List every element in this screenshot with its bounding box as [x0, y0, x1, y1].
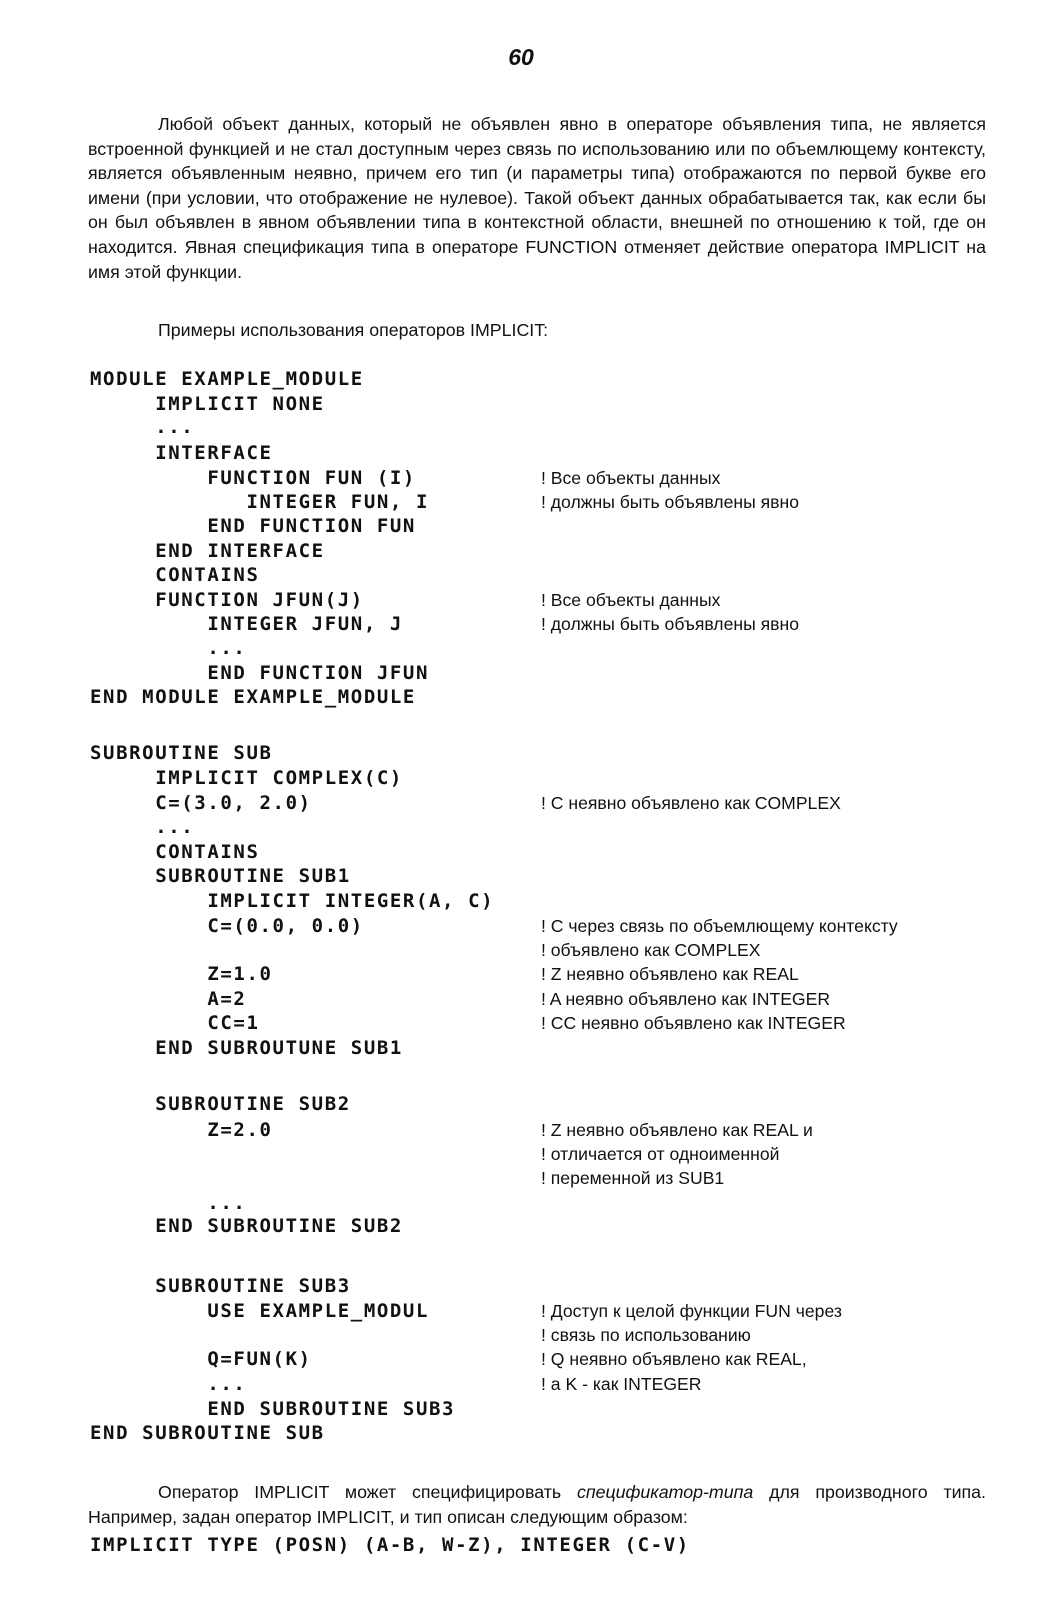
code-text: INTERFACE — [90, 442, 273, 464]
code-line — [90, 1035, 1010, 1061]
code-text: SUBROUTINE SUB3 — [90, 1275, 351, 1297]
code-line — [90, 513, 1010, 539]
code-line — [90, 1322, 1010, 1348]
code-comment: ! Z неявно объявлено как REAL — [541, 964, 799, 984]
code-line — [90, 1420, 1010, 1446]
code-text: Q=FUN(K) — [90, 1348, 312, 1370]
code-line — [90, 489, 1010, 515]
code-text: END FUNCTION FUN — [90, 515, 416, 537]
code-line — [90, 1091, 1010, 1117]
code-comment: ! Доступ к целой функции FUN через — [541, 1301, 842, 1321]
code-comment: ! переменной из SUB1 — [541, 1168, 725, 1188]
closing-text-after: для производного типа. Например, задан оператор IMPLICIT, и тип описан следующим образом: — [88, 1482, 986, 1527]
code-line — [90, 1213, 1010, 1239]
code-line — [90, 937, 1010, 963]
code-line — [90, 562, 1010, 588]
code-text: END SUBROUTINE SUB — [90, 1422, 325, 1444]
code-text: ... — [90, 1192, 247, 1214]
code-line — [90, 684, 1010, 710]
code-text: SUBROUTINE SUB — [90, 742, 273, 764]
code-text: FUNCTION JFUN(J) — [90, 589, 364, 611]
code-text: C=(3.0, 2.0) — [90, 792, 312, 814]
code-text: END INTERFACE — [90, 540, 325, 562]
code-text: END SUBROUTINE SUB2 — [90, 1215, 403, 1237]
code-comment: ! Z неявно объявлено как REAL и — [541, 1120, 813, 1140]
code-text: INTEGER FUN, I — [90, 491, 430, 513]
code-comment: ! Все объекты данных — [541, 468, 721, 488]
code-line — [90, 740, 1010, 766]
code-text: IMPLICIT COMPLEX(C) — [90, 767, 403, 789]
code-line — [90, 1010, 1010, 1036]
code-line — [90, 1273, 1010, 1299]
code-text: Z=2.0 — [90, 1119, 273, 1141]
code-line — [90, 366, 1010, 392]
code-comment: ! связь по использованию — [541, 1325, 751, 1345]
code-text: Z=1.0 — [90, 963, 273, 985]
type-specifier-term: спецификатор-типа — [576, 1482, 754, 1502]
code-line — [90, 1346, 1010, 1372]
code-text: ... — [90, 416, 195, 438]
code-comment: ! а K - как INTEGER — [541, 1374, 702, 1394]
code-line — [90, 863, 1010, 889]
code-text: IMPLICIT NONE — [90, 393, 325, 415]
code-text: SUBROUTINE SUB1 — [90, 865, 351, 887]
code-text: SUBROUTINE SUB2 — [90, 1093, 351, 1115]
code-line — [90, 790, 1010, 816]
code-line — [90, 414, 1010, 440]
code-text: END FUNCTION JFUN — [90, 662, 430, 684]
code-line — [90, 765, 1010, 791]
code-text: C=(0.0, 0.0) — [90, 915, 364, 937]
code-text: CC=1 — [90, 1012, 260, 1034]
code-line — [90, 839, 1010, 865]
code-line — [90, 440, 1010, 466]
code-line — [90, 986, 1010, 1012]
code-comment: ! C через связь по объемлющему контексту — [541, 916, 898, 936]
code-comment: ! CC неявно объявлено как INTEGER — [541, 1013, 846, 1033]
code-line — [90, 1141, 1010, 1167]
code-text: MODULE EXAMPLE_MODULE — [90, 368, 364, 390]
code-text: CONTAINS — [90, 564, 260, 586]
code-comment: ! должны быть объявлены явно — [541, 492, 799, 512]
code-line — [90, 961, 1010, 987]
code-comment: ! отличается от одноименной — [541, 1144, 780, 1164]
code-text: ... — [90, 637, 247, 659]
code-text: ... — [90, 1373, 247, 1395]
implicit-type-example: IMPLICIT TYPE (POSN) (A-B, W-Z), INTEGER (C-V) — [90, 1534, 690, 1556]
code-line — [90, 587, 1010, 613]
intro-paragraph: Любой объект данных, который не объявлен явно в операторе объявления типа, не является встроенной функцией и не стал доступным через связь по использованию или по объемлющему контексту, является объявленным неявно, причем его тип (и параметры типа) отображаются по первой букве его имени (при условии, что отображение не нулевое). Такой объект данных обрабатывается так, как если бы он был объявлен в явном объявлении типа в контекстной области, внешней по отношению к той, где он находится. Явная спецификация типа в операторе FUNCTION отменяет действие оператора IMPLICIT на имя этой функции. — [88, 114, 986, 282]
code-text: END SUBROUTUNE SUB1 — [90, 1037, 403, 1059]
closing-paragraph — [88, 1480, 986, 1529]
code-line — [90, 1117, 1010, 1143]
code-comment: ! C неявно объявлено как COMPLEX — [541, 793, 841, 813]
code-text: CONTAINS — [90, 841, 260, 863]
code-line — [90, 1371, 1010, 1397]
code-line — [90, 611, 1010, 637]
code-text: INTEGER JFUN, J — [90, 613, 403, 635]
code-line — [90, 465, 1010, 491]
code-line — [90, 1396, 1010, 1422]
code-line — [90, 660, 1010, 686]
code-text: IMPLICIT INTEGER(A, C) — [90, 890, 495, 912]
code-comment: ! должны быть объявлены явно — [541, 614, 799, 634]
examples-heading: Примеры использования операторов IMPLICIT: — [158, 320, 549, 340]
code-line — [90, 1165, 1010, 1191]
code-comment: ! объявлено как COMPLEX — [541, 940, 761, 960]
code-line — [90, 538, 1010, 564]
code-listing — [90, 0, 1010, 1600]
code-comment: ! Все объекты данных — [541, 590, 721, 610]
code-line — [90, 814, 1010, 840]
code-line — [90, 888, 1010, 914]
code-line — [90, 635, 1010, 661]
code-text: END MODULE EXAMPLE_MODULE — [90, 686, 416, 708]
code-comment: ! Q неявно объявлено как REAL, — [541, 1349, 807, 1369]
code-line — [90, 913, 1010, 939]
closing-text-before: Оператор IMPLICIT может специфицировать — [158, 1482, 577, 1502]
code-text: USE EXAMPLE_MODUL — [90, 1300, 430, 1322]
page-number: 60 — [508, 44, 534, 70]
code-line — [90, 1298, 1010, 1324]
code-comment: ! A неявно объявлено как INTEGER — [541, 989, 831, 1009]
code-text: A=2 — [90, 988, 247, 1010]
code-text: ... — [90, 816, 195, 838]
code-text: FUNCTION FUN (I) — [90, 467, 416, 489]
code-text: END SUBROUTINE SUB3 — [90, 1398, 456, 1420]
